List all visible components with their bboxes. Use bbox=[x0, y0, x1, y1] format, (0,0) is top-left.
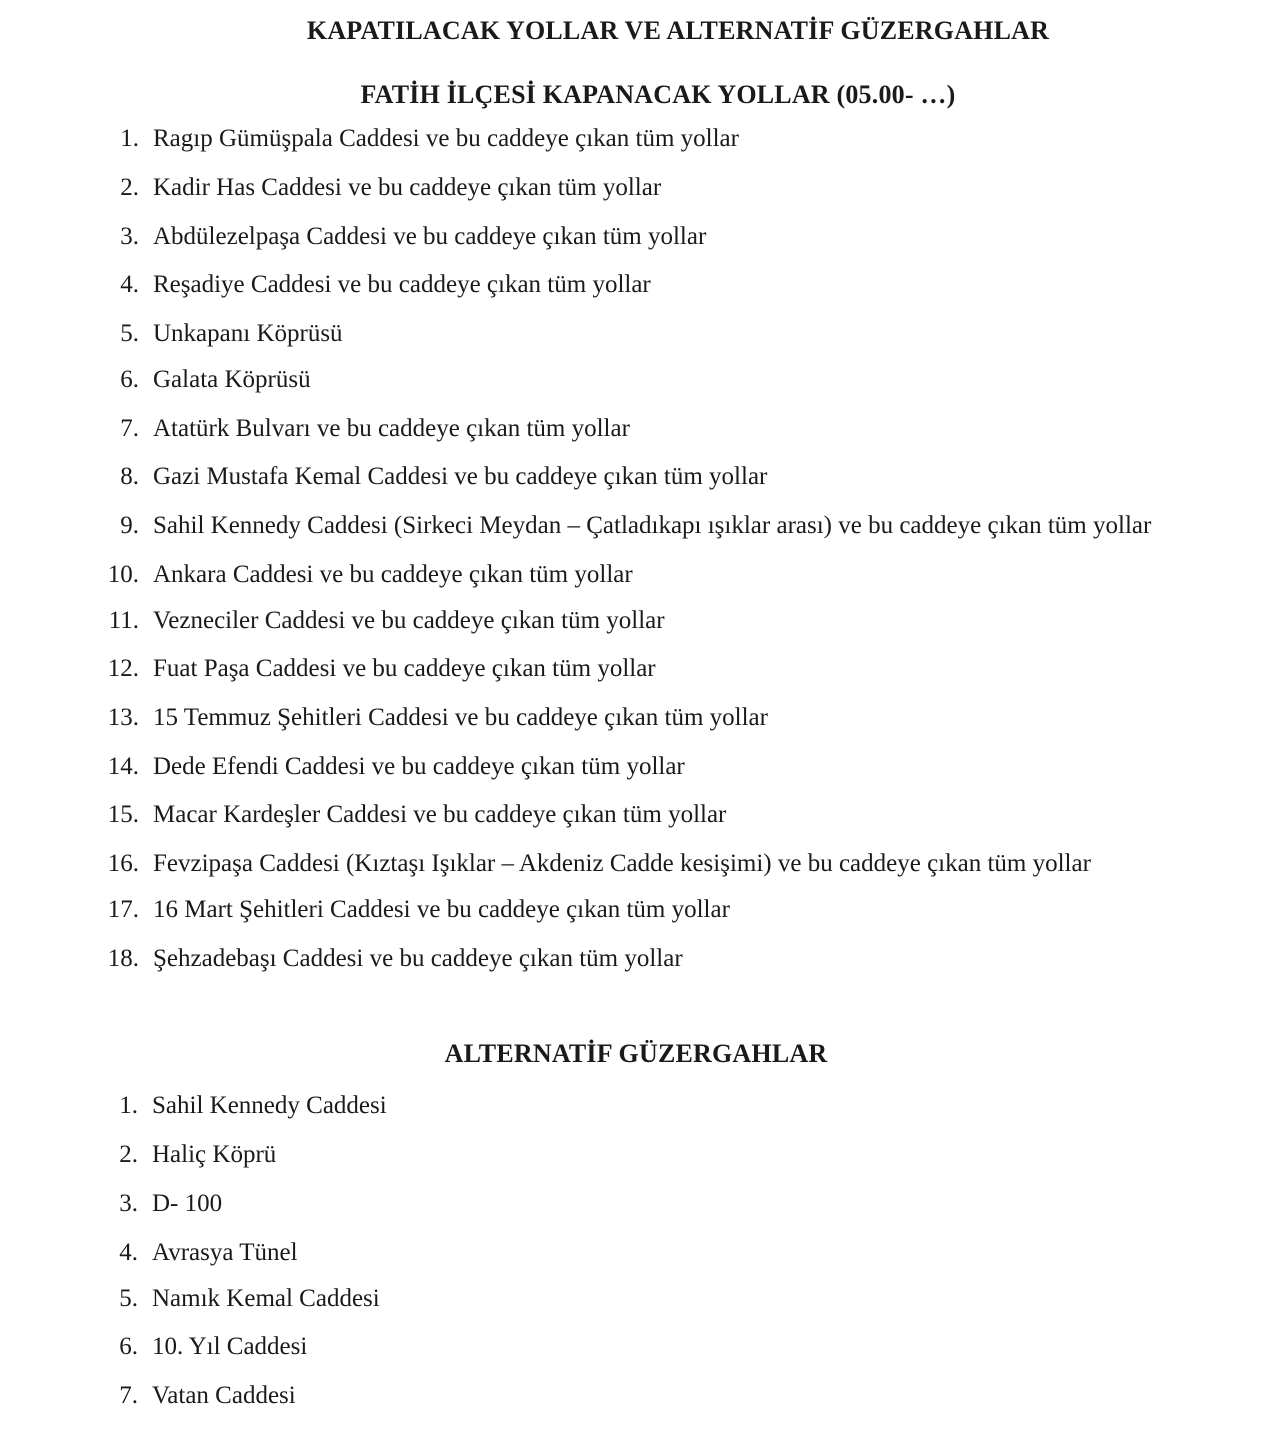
list-item-number: 12. bbox=[107, 655, 139, 682]
list-item bbox=[120, 365, 311, 395]
list-item-text: Vezneciler Caddesi ve bu caddeye çıkan tüm yollar bbox=[153, 607, 665, 634]
list-item bbox=[119, 1140, 277, 1170]
list-item-text: Unkapanı Köprüsü bbox=[153, 320, 343, 347]
list-item bbox=[120, 414, 630, 444]
list-item bbox=[119, 1238, 298, 1268]
list-item-number: 11. bbox=[108, 607, 139, 634]
list-item bbox=[107, 800, 727, 830]
closed-roads-heading: FATİH İLÇESİ KAPANACAK YOLLAR (05.00- …) bbox=[360, 80, 956, 109]
list-item bbox=[120, 462, 768, 492]
list-item bbox=[119, 1381, 296, 1411]
list-item-text: Avrasya Tünel bbox=[152, 1239, 298, 1266]
list-item bbox=[120, 319, 343, 349]
document-title: KAPATILACAK YOLLAR VE ALTERNATİF GÜZERGAHLAR bbox=[306, 16, 1050, 45]
list-item bbox=[120, 511, 1152, 541]
list-item-text: 16 Mart Şehitleri Caddesi ve bu caddeye çıkan tüm yollar bbox=[153, 896, 730, 923]
list-item-text: Sahil Kennedy Caddesi (Sirkeci Meydan – Çatladıkapı ışıklar arası) ve bu caddeye çıkan tüm yollar bbox=[153, 512, 1152, 539]
list-item-text: Vatan Caddesi bbox=[152, 1382, 296, 1409]
list-item-number: 13. bbox=[107, 704, 139, 731]
alternative-routes-heading: ALTERNATİF GÜZERGAHLAR bbox=[444, 1039, 828, 1068]
list-item-number: 9. bbox=[120, 512, 139, 539]
list-item-number: 3. bbox=[119, 1190, 138, 1217]
list-item-text: Haliç Köprü bbox=[152, 1141, 277, 1168]
list-item-number: 15. bbox=[107, 801, 139, 828]
list-item-number: 8. bbox=[120, 463, 139, 490]
list-item-text: Atatürk Bulvarı ve bu caddeye çıkan tüm yollar bbox=[153, 415, 630, 442]
list-item-text: D- 100 bbox=[152, 1190, 223, 1217]
list-item bbox=[107, 849, 1091, 879]
list-item bbox=[107, 654, 656, 684]
list-item bbox=[108, 606, 665, 636]
list-item-number: 1. bbox=[119, 1092, 138, 1119]
list-item-text: Ragıp Gümüşpala Caddesi ve bu caddeye çıkan tüm yollar bbox=[153, 125, 739, 152]
list-item bbox=[107, 752, 685, 782]
list-item-number: 2. bbox=[120, 174, 139, 201]
list-item-number: 3. bbox=[120, 223, 139, 250]
list-item-number: 2. bbox=[119, 1141, 138, 1168]
list-item-number: 16. bbox=[107, 850, 139, 877]
list-item-text: Ankara Caddesi ve bu caddeye çıkan tüm yollar bbox=[153, 561, 633, 588]
list-item-number: 1. bbox=[120, 125, 139, 152]
list-item-number: 18. bbox=[107, 945, 139, 972]
list-item-number: 14. bbox=[107, 753, 139, 780]
list-item-number: 6. bbox=[119, 1333, 138, 1360]
list-item-number: 6. bbox=[120, 366, 139, 393]
list-item bbox=[107, 895, 730, 925]
list-item-text: Gazi Mustafa Kemal Caddesi ve bu caddeye çıkan tüm yollar bbox=[153, 463, 768, 490]
list-item bbox=[119, 1189, 223, 1219]
list-item-text: Şehzadebaşı Caddesi ve bu caddeye çıkan tüm yollar bbox=[153, 945, 683, 972]
list-item bbox=[119, 1332, 308, 1362]
list-item bbox=[120, 124, 739, 154]
list-item-text: Fevzipaşa Caddesi (Kıztaşı Işıklar – Akdeniz Cadde kesişimi) ve bu caddeye çıkan tüm yollar bbox=[153, 850, 1091, 877]
list-item-number: 4. bbox=[120, 271, 139, 298]
list-item-text: Galata Köprüsü bbox=[153, 366, 311, 393]
list-item-number: 7. bbox=[119, 1382, 138, 1409]
list-item-number: 4. bbox=[119, 1239, 138, 1266]
list-item-text: Macar Kardeşler Caddesi ve bu caddeye çıkan tüm yollar bbox=[153, 801, 727, 828]
list-item bbox=[120, 173, 662, 203]
list-item-text: Kadir Has Caddesi ve bu caddeye çıkan tüm yollar bbox=[153, 174, 662, 201]
list-item bbox=[119, 1284, 380, 1314]
list-item-text: Dede Efendi Caddesi ve bu caddeye çıkan tüm yollar bbox=[153, 753, 685, 780]
list-item-number: 5. bbox=[120, 320, 139, 347]
list-item-number: 10. bbox=[107, 561, 139, 588]
list-item-number: 7. bbox=[120, 415, 139, 442]
list-item-text: Abdülezelpaşa Caddesi ve bu caddeye çıkan tüm yollar bbox=[153, 223, 707, 250]
list-item bbox=[107, 703, 768, 733]
list-item-text: Reşadiye Caddesi ve bu caddeye çıkan tüm yollar bbox=[153, 271, 651, 298]
list-item bbox=[120, 270, 651, 300]
list-item-text: Fuat Paşa Caddesi ve bu caddeye çıkan tüm yollar bbox=[153, 655, 656, 682]
list-item bbox=[107, 944, 683, 974]
list-item bbox=[120, 222, 707, 252]
list-item bbox=[107, 560, 633, 590]
list-item-text: 10. Yıl Caddesi bbox=[152, 1333, 308, 1360]
list-item bbox=[119, 1091, 387, 1121]
list-item-number: 17. bbox=[107, 896, 139, 923]
list-item-number: 5. bbox=[119, 1285, 138, 1312]
list-item-text: Namık Kemal Caddesi bbox=[152, 1285, 380, 1312]
list-item-text: Sahil Kennedy Caddesi bbox=[152, 1092, 387, 1119]
list-item-text: 15 Temmuz Şehitleri Caddesi ve bu caddeye çıkan tüm yollar bbox=[153, 704, 768, 731]
